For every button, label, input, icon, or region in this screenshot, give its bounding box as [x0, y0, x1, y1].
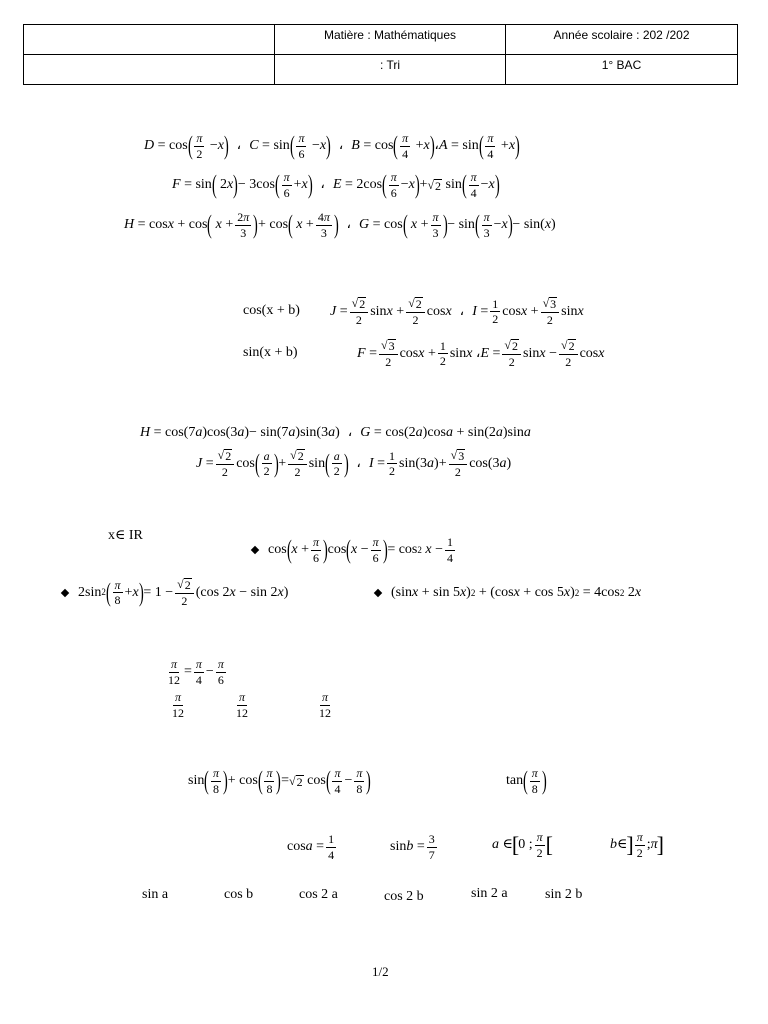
- identity-1: cos ( x + $\frac{\pi}{6}$ ) cos ( x − $\frac{\pi}{6}$ ) = cos 2 x − $\frac{1}{4}$: [252, 536, 457, 564]
- pi-over-12-a: $\frac{\pi}{12}$: [172, 690, 184, 720]
- final-item-1: sin a: [142, 887, 169, 902]
- pi-over-12-c: $\frac{\pi}{12}$: [319, 690, 331, 720]
- school-year-label: Année scolaire : 202 /202: [553, 28, 690, 42]
- cos-x-plus-b-label: cos(x + b): [243, 303, 300, 318]
- equation-row-3: H = cos x + cos ( x + $\frac{2\pi}{3}$ ) + cos ( x + $\frac{4\pi}{3}$ ) ، G = cos ( x + $\frac{\pi}{3}$ ) − sin ( $\frac{\pi}{3}$ − x ) − sin( x ): [124, 210, 556, 240]
- equation-row-6: H = cos(7 a )cos(3 a )− sin(7 a )sin(3 a ) ، G = cos(2 a )cos a + sin(2 a )sin a: [140, 425, 531, 440]
- final-item-2: cos b: [224, 887, 254, 902]
- equation-row-4: J = √ 2 2 sin x + √ 2 2 cos x ، I = $\frac{1}{2}$ cos x + √ 3 2 sin x: [330, 296, 584, 327]
- equation-row-5: F = √ 3 2 cos x + $\frac{1}{2}$ sin x ، E = √ 2 2 sin x − √ 2 2 cos x: [357, 338, 605, 369]
- subject-label: Matière : Mathématiques: [323, 28, 457, 42]
- cos-a-denominator: 4: [328, 847, 335, 862]
- page-number: 1/2: [372, 964, 389, 979]
- equation-row-2: F = sin ( 2 x ) − 3cos ( $\frac{\pi}{6}$ + x ) ، E = 2cos ( $\frac{\pi}{6}$ − x ) + √ 2 sin ( $\frac{\pi}{4}$ − x ): [172, 170, 500, 200]
- final-item-6: sin 2 b: [545, 887, 583, 902]
- header-blank-cell-1: [24, 25, 275, 55]
- tan-pi-over-8: tan ( $\frac{\pi}{8}$ ): [506, 766, 547, 796]
- equation-row-1: D = cos ( $\frac{\pi}{2}$ − x ) ، C = sin ( $\frac{\pi}{6}$ − x ) ، B = cos ( $\frac{\pi}{4}$ + x ) ، A = sin ( $\frac{\pi}{4}$ + x ): [144, 131, 520, 161]
- final-item-5: sin 2 a: [471, 886, 508, 901]
- final-item-4: cos 2 b: [384, 889, 424, 904]
- level-cell: [506, 55, 738, 85]
- pi-over-8-identity: sin ( $\frac{\pi}{8}$ ) + cos ( $\frac{\pi}{8}$ ) = √ 2 cos ( $\frac{\pi}{4}$ − $\frac{\pi}{8}$ ): [188, 766, 372, 796]
- level-label: 1° BAC: [601, 58, 642, 72]
- sin-b-denominator: 7: [428, 847, 435, 862]
- equation-row-7: J = √ 2 2 cos ( $\frac{a}{2}$ ) + √ 2 2 sin ( $\frac{a}{2}$ ) ، I = $\frac{1}{2}$ sin(3 a )+ √ 3 2 cos(3 a ): [196, 448, 512, 479]
- subject-cell: [275, 25, 506, 55]
- x-in-ir-label: x∈ IR: [108, 528, 143, 543]
- bullet-icon: [61, 588, 69, 596]
- b-interval: b ∈ ] $\frac{\pi}{2}$ ; π ]: [610, 830, 664, 860]
- identity-2: 2sin 2 ( $\frac{\pi}{8}$ + x ) = 1 − √ 2 2 (cos 2 x − sin 2 x ): [62, 578, 288, 607]
- header-blank-cell-2: [24, 55, 275, 85]
- topic-label: : Tri: [380, 58, 400, 72]
- pi-over-12-b: $\frac{\pi}{12}$: [236, 690, 248, 720]
- cos-a-value: cos a = $\frac{1}{4}$: [287, 832, 335, 862]
- pi-over-12-identity: $\frac{\pi}{12}$ = $\frac{\pi}{4}$ − $\frac{\pi}{6}$: [168, 657, 224, 687]
- school-year-cell: [506, 25, 738, 55]
- bullet-icon: [374, 589, 382, 597]
- a-interval: a ∈ [ 0 ; $\frac{\pi}{2}$ [: [492, 830, 553, 860]
- identity-3: (sin x + sin 5 x ) 2 + (cos x + cos 5 x ) 2 = 4cos 2 2 x: [375, 586, 641, 600]
- final-item-3: cos 2 a: [299, 887, 338, 902]
- topic-cell: [275, 55, 506, 85]
- sin-x-plus-b-label: sin(x + b): [243, 345, 298, 360]
- sin-b-value: sin b = $\frac{3}{7}$: [390, 832, 435, 862]
- header-table: [23, 24, 738, 85]
- sin-b-numerator: 3: [428, 832, 435, 846]
- cos-a-numerator: 1: [328, 832, 335, 846]
- bullet-icon: [251, 546, 259, 554]
